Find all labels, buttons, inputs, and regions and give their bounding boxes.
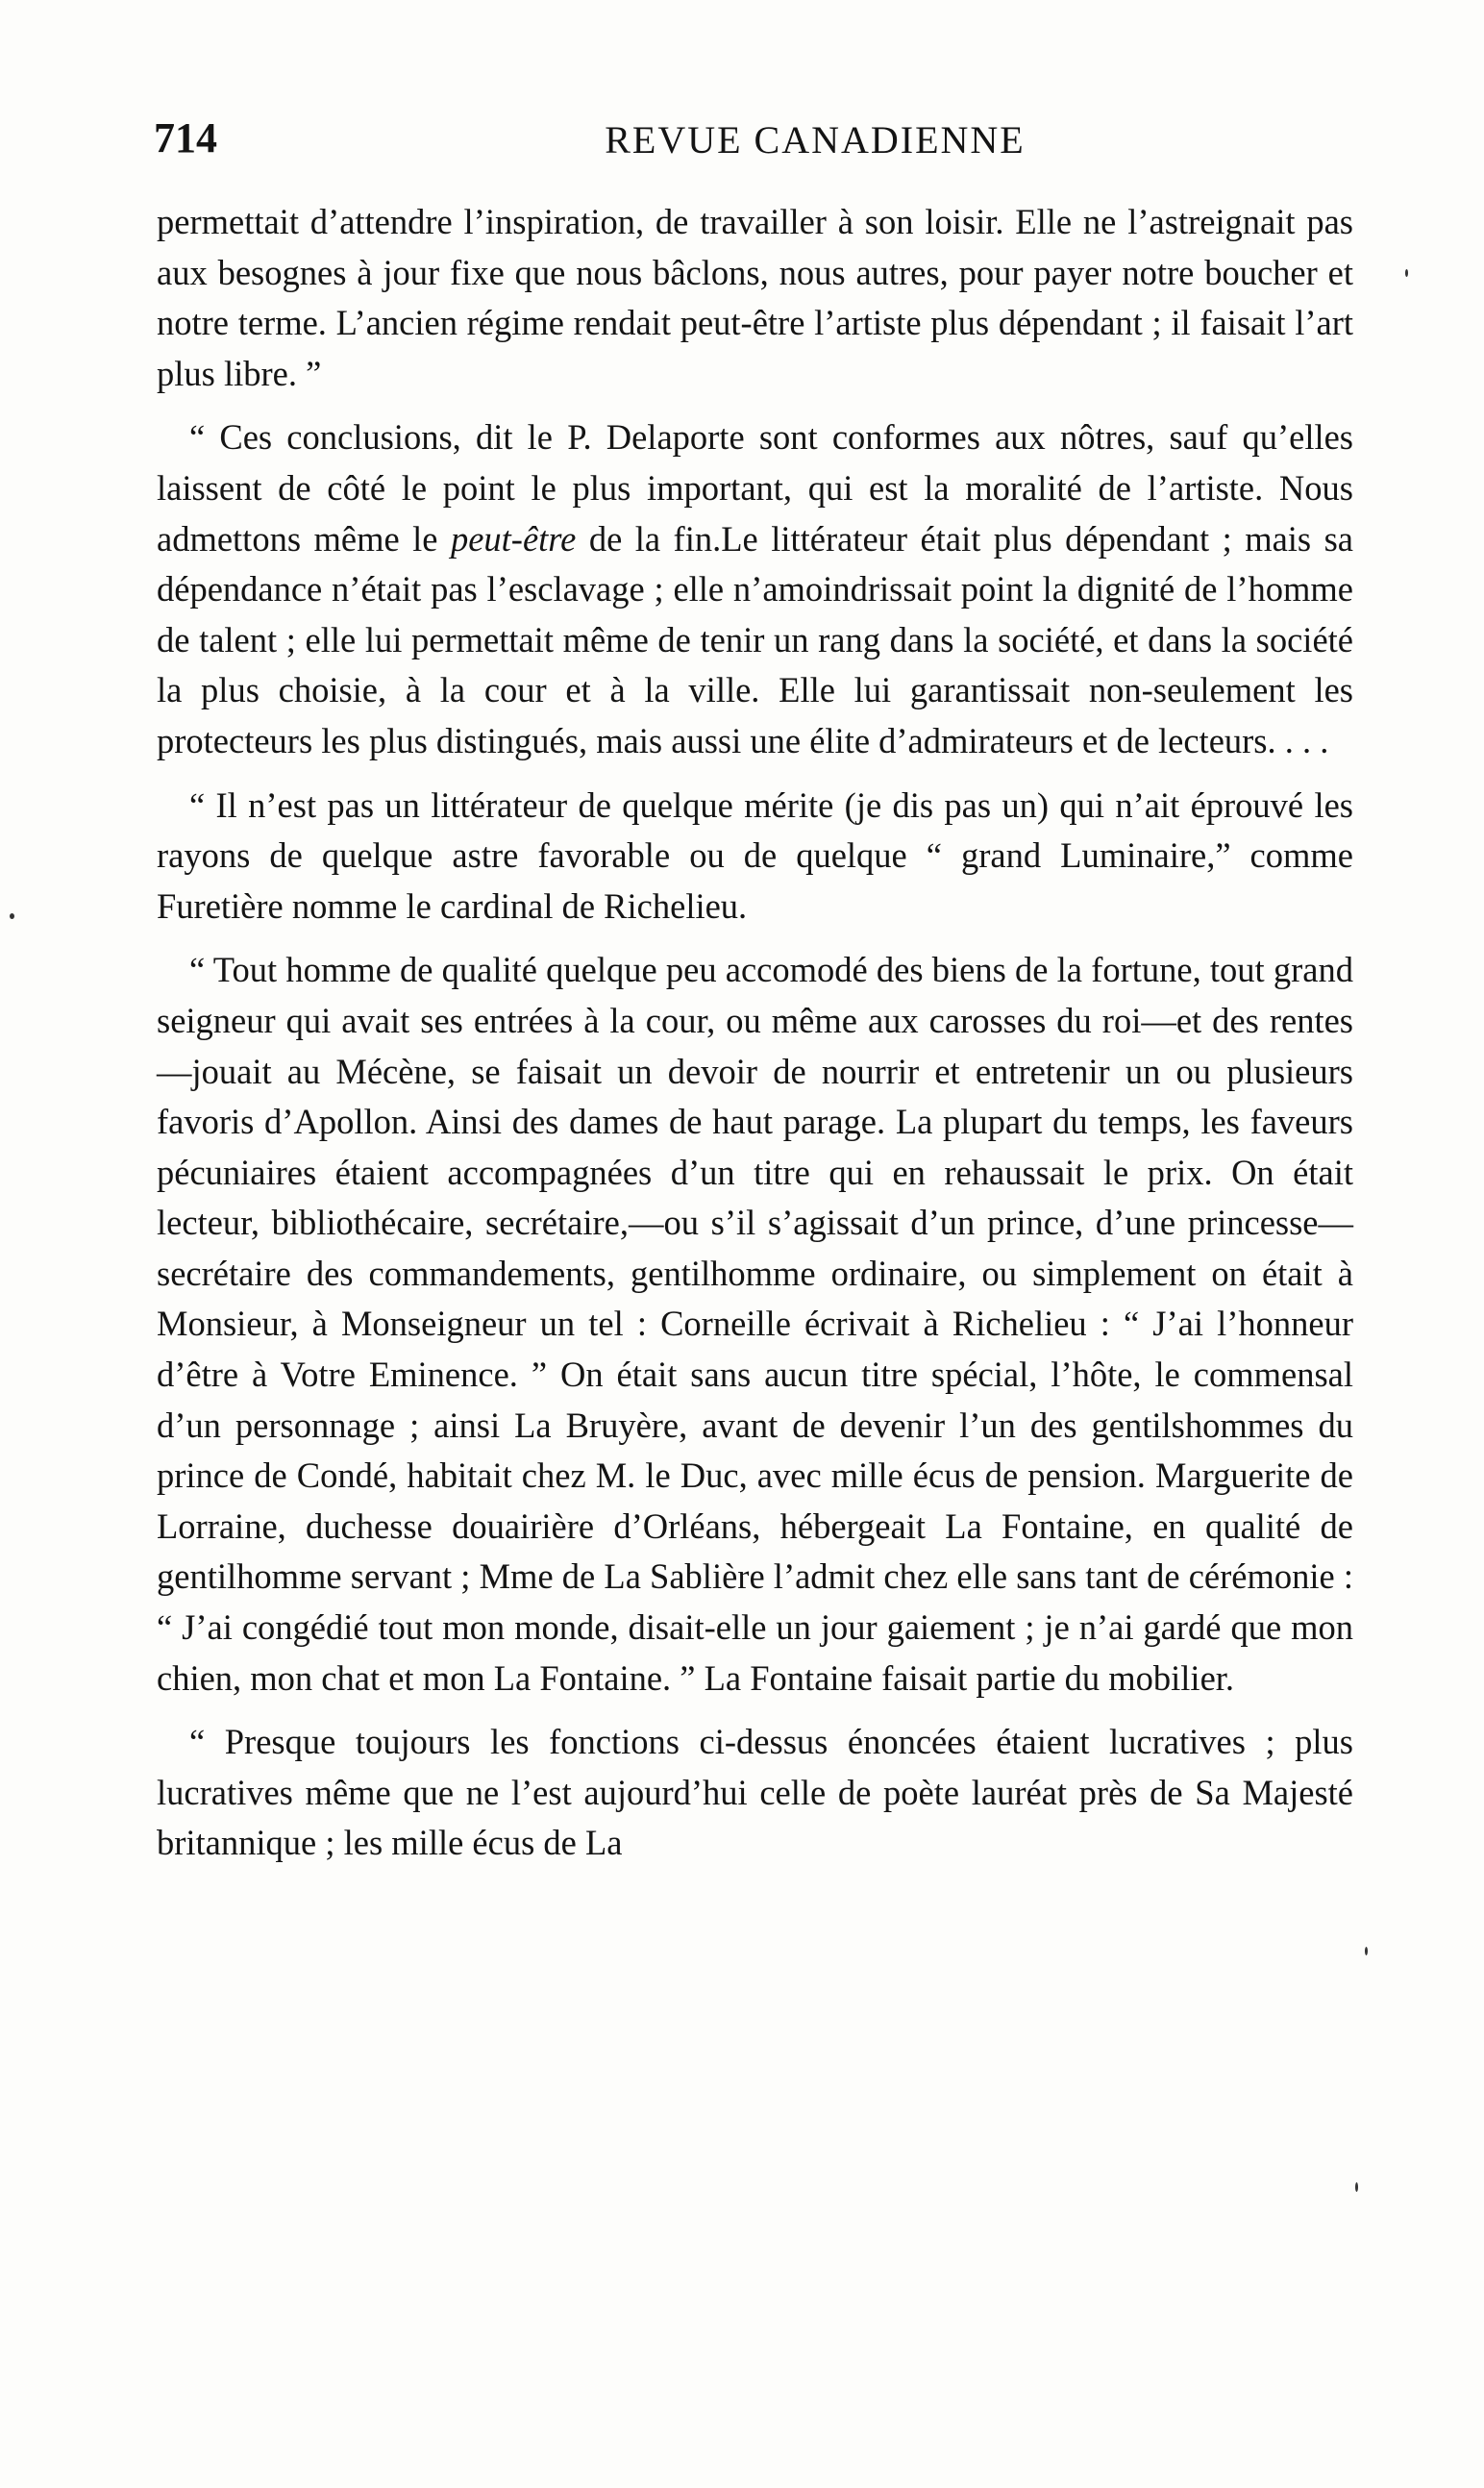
journal-title: REVUE CANADIENNE — [605, 118, 1026, 162]
margin-speck — [10, 913, 14, 919]
body-text — [157, 197, 1353, 1869]
paragraph-litterateur: “ Il n’est pas un littérateur de quelque mérite (je dis pas un) qui n’ait éprouvé les rayons de quelque astre favorable ou de quelque “ grand Luminaire,” comme Furetière nomme le cardinal de Richelieu. — [157, 784, 1353, 926]
paragraph-delaporte-quote — [157, 412, 1353, 766]
paragraph-continuation: permettait d’attendre l’inspiration, de travailler à son loisir. Elle ne l’astreignait pas aux besognes à jour fixe que nous bâclons, nous autres, pour payer notre boucher et notre terme. L’ancien régime rendait peut-être l’artiste plus dépendant ; il faisait l’art plus libre. ” — [157, 202, 1353, 393]
paragraph-text: de la fin.Le littérateur était plus dépendant ; mais sa dépendance n’était pas l’esclavage ; elle n’amoindrissait point la dignité de l’homme de talent ; elle lui permettait même de tenir un rang dans la société, et dans la société la plus choisie, à la cour et à la ville. Elle lui garantissait non-seulement les protecteurs les plus distingués, mais aussi une élite d’admirateurs et de lecteurs. . . . — [157, 518, 1354, 760]
page-number: 714 — [154, 114, 217, 162]
paragraph-homme-de-qualite: “ Tout homme de qualité quelque peu accomodé des biens de la fortune, tout grand seigneur qui avait ses entrées à la cour, ou même aux carosses du roi—et des rentes—jouait au Mécène, se faisait un devoir de nourrir et entretenir un ou plusieurs favoris d’Apollon. Ainsi des dames de haut parage. La plupart du temps, les faveurs pécuniaires étaient accompagnées d’un titre qui en rehaussait le prix. On était lecteur, bibliothécaire, secrétaire,—ou s’il s’agissait d’un prince, d’une princesse— secrétaire des commandements, gentilhomme ordinaire, ou simplement on était à Monsieur, à Monseigneur un tel : Corneille écrivait à Richelieu : “ J’ai l’honneur d’être à Votre Eminence. ” On était sans aucun titre spécial, l’hôte, le commensal d’un personnage ; ainsi La Bruyère, avant de devenir l’un des gentilshommes du prince de Condé, habitait chez M. le Duc, avec mille écus de pension. Marguerite de Lorraine, duchesse douairière d’Orléans, hébergeait La Fontaine, en qualité de gentilhomme servant ; Mme de La Sablière l’admit chez elle sans tant de cérémonie : “ J’ai congédié tout mon monde, disait-elle un jour gaiement ; je n’ai gardé que mon chien, mon chat et mon La Fontaine. ” La Fontaine faisait partie du mobilier. — [157, 950, 1353, 1698]
paragraph-fonctions: “ Presque toujours les fonctions ci-dessus énoncées étaient lucratives ; plus lucratives même que ne l’est aujourd’hui celle de poète lauréat près de Sa Majesté britannique ; les mille écus de La — [157, 1722, 1353, 1863]
margin-speck — [1365, 1947, 1368, 1955]
margin-speck — [1355, 2182, 1358, 2192]
margin-speck — [1405, 269, 1408, 277]
emphasis-text: peut-être — [450, 518, 577, 559]
running-head — [154, 113, 1361, 171]
paragraph-text: “ Ces conclusions, dit le P. Delaporte sont conformes aux nôtres, sauf qu’elles laissent de côté le point le plus important, qui est la moralité de l’artiste. Nous admettons même le — [157, 417, 1353, 559]
